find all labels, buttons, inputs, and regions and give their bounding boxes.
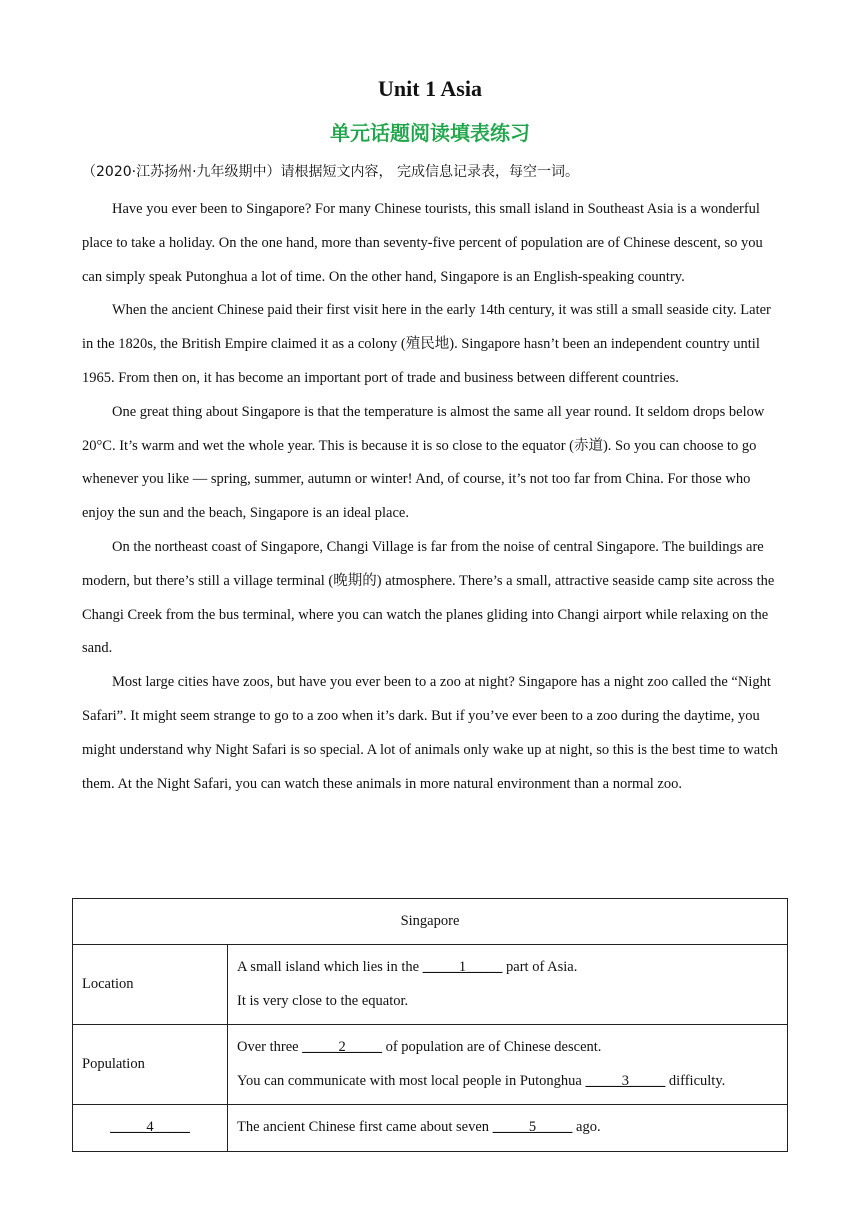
exercise-instruction: （2020·江苏扬州·九年级期中）请根据短文内容， 完成信息记录表，每空一词。 xyxy=(82,164,579,180)
content-line xyxy=(237,951,778,985)
answer-blank-1[interactable]: _____1_____ xyxy=(422,959,503,975)
answer-blank-2[interactable]: _____2_____ xyxy=(302,1039,382,1055)
text-segment: A small island which lies in the xyxy=(237,959,423,975)
page-title: Unit 1 Asia xyxy=(378,76,482,101)
row-label-location: Location xyxy=(73,945,228,1025)
text-segment: of population are of Chinese descent. xyxy=(381,1039,602,1055)
content-line xyxy=(237,1031,778,1065)
content-line xyxy=(237,1111,778,1145)
content-line xyxy=(237,1065,778,1099)
table-row-population xyxy=(73,1025,788,1105)
row-label-blank xyxy=(73,1105,228,1152)
info-table xyxy=(72,898,788,1152)
table-header-row xyxy=(73,899,788,945)
page-subtitle: 单元话题阅读填表练习 xyxy=(330,121,530,145)
reading-passage xyxy=(82,193,782,801)
paragraph: When the ancient Chinese paid their first visit here in the early 14th century, it was still a small seaside city. Later in the 1820s, the British Empire claimed it as a colony (殖民地). Singapore hasn’t been an independent country until 1965. From then on, it has become an important port of trade and business between different countries. xyxy=(82,302,771,386)
answer-blank-4[interactable]: _____4_____ xyxy=(110,1119,190,1136)
text-segment: Over three xyxy=(237,1039,303,1055)
row-content-population xyxy=(228,1025,788,1105)
paragraph: One great thing about Singapore is that the temperature is almost the same all year round. It seldom drops below 20°C. It’s warm and wet the whole year. This is because it is so close to the equator (赤道). So you can choose to go whenever you like — spring, summer, autumn or winter! And, of course, it’s not too far from China. For those who enjoy the sun and the beach, Singapore is an ideal place. xyxy=(82,403,765,522)
row-content-location xyxy=(228,945,788,1025)
table-header: Singapore xyxy=(73,899,788,945)
text-segment: The ancient Chinese first came about seven xyxy=(237,1119,493,1135)
row-label-population: Population xyxy=(73,1025,228,1105)
text-segment: difficulty. xyxy=(665,1072,726,1089)
paragraph: Have you ever been to Singapore? For many Chinese tourists, this small island in Southeast Asia is a wonderful place to take a holiday. On the one hand, more than seventy-five percent of population are of Chinese descent, so you can simply speak Putonghua a lot of time. On the other hand, Singapore is an English-speaking country. xyxy=(82,201,763,285)
paragraph: On the northeast coast of Singapore, Changi Village is far from the noise of central Singapore. The buildings are modern, but there’s still a village terminal (晚期的) atmosphere. There’s a small, attractive seaside camp site across the Changi Creek from the bus terminal, where you can watch the planes gliding into Changi airport while relaxing on the sand. xyxy=(82,538,775,657)
text-segment: ago. xyxy=(572,1119,601,1135)
answer-blank-5[interactable]: _____5_____ xyxy=(492,1119,573,1135)
table-row-location xyxy=(73,945,788,1025)
table-row-history xyxy=(73,1105,788,1152)
answer-blank-3[interactable]: _____3_____ xyxy=(585,1072,666,1089)
text-segment: You can communicate with most local people in Putonghua xyxy=(237,1072,586,1089)
row-content-history xyxy=(228,1105,788,1152)
paragraph: Most large cities have zoos, but have you ever been to a zoo at night? Singapore has a night zoo called the “Night Safari”. It might seem strange to go to a zoo when it’s dark. But if you’ve ever been to a zoo during the daytime, you might understand why Night Safari is so special. A lot of animals only wake up at night, so this is the best time to watch them. At the Night Safari, you can watch these animals in more natural environment than a normal zoo. xyxy=(82,674,778,792)
text-segment: part of Asia. xyxy=(502,959,578,975)
content-line: It is very close to the equator. xyxy=(237,992,409,1009)
